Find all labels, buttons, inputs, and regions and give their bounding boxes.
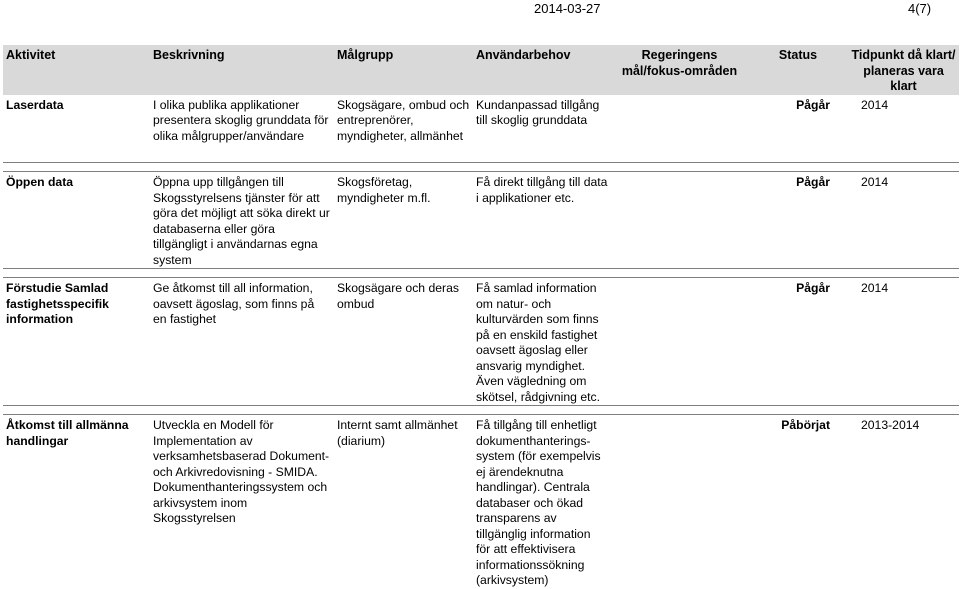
page-header xyxy=(0,0,960,30)
cell-anvandarbehov: Få direkt tillgång till data i applikationer etc. xyxy=(476,175,608,205)
header-status: Status xyxy=(748,45,848,95)
cell-status: Pågår xyxy=(796,281,830,295)
table-row xyxy=(3,415,959,589)
cell-tidpunkt: 2014 xyxy=(861,281,889,295)
cell-beskrivning: I olika publika applikationer presentera skoglig grunddata för olika målgrupper/användare xyxy=(153,97,329,143)
cell-anvandarbehov: Få tillgång till enhetligt dokumenthanterings-system (för exempelvis ej ärendeknutna handlingar). Centrala databaser och ökad transparens av tillgänglig information för att effektivisera informationssökning (arkivsystem) xyxy=(476,418,601,587)
table-row xyxy=(3,95,959,163)
table-row xyxy=(3,172,959,269)
cell-tidpunkt: 2014 xyxy=(861,175,889,189)
cell-regeringens xyxy=(611,415,748,589)
cell-malgrupp: Skogsägare och deras ombud xyxy=(337,281,459,311)
cell-tidpunkt: 2013-2014 xyxy=(861,418,920,432)
cell-regeringens xyxy=(611,95,748,163)
header-regeringens: Regeringens mål/fokus-områden xyxy=(611,45,748,95)
cell-aktivitet: Laserdata xyxy=(6,97,64,112)
cell-malgrupp: Internt samt allmänhet (diarium) xyxy=(337,418,458,448)
table-header-row xyxy=(3,45,959,95)
cell-regeringens xyxy=(611,278,748,406)
header-beskrivning: Beskrivning xyxy=(150,45,334,95)
page-date: 2014-03-27 xyxy=(534,1,601,16)
cell-aktivitet: Förstudie Samlad fastighetsspecifik information xyxy=(6,281,109,326)
cell-aktivitet: Öppen data xyxy=(6,175,74,189)
cell-tidpunkt: 2014 xyxy=(861,97,889,112)
cell-status: Pågår xyxy=(796,97,830,112)
cell-malgrupp: Skogsägare, ombud och entreprenörer, myndigheter, allmänhet xyxy=(337,97,470,143)
cell-beskrivning: Utveckla en Modell för Implementation av verksamhetsbaserad Dokument- och Arkivredovisning - SMIDA. Dokumenthanteringssystem och arkivsystem inom Skogsstyrelsen xyxy=(153,418,330,525)
row-separator xyxy=(3,269,959,278)
cell-regeringens xyxy=(611,172,748,269)
header-anvandarbehov: Användarbehov xyxy=(473,45,611,95)
cell-beskrivning: Öppna upp tillgången till Skogsstyrelsens tjänster för att göra det möjligt att söka direkt ur databaserna eller göra tillgängligt i användarnas egna system xyxy=(153,175,330,267)
cell-anvandarbehov: Få samlad information om natur- och kulturvärden som finns på en enskild fastighet oavsett ägoslag eller ansvarig myndighet. Även vägledning om skötsel, rådgivning etc. xyxy=(476,281,600,404)
header-aktivitet: Aktivitet xyxy=(3,45,150,95)
table-row xyxy=(3,278,959,406)
cell-anvandarbehov: Kundanpassad tillgång till skoglig grunddata xyxy=(476,97,600,127)
page-number: 4(7) xyxy=(908,1,932,16)
cell-malgrupp: Skogsföretag, myndigheter m.fl. xyxy=(337,175,431,205)
cell-status: Pågår xyxy=(796,175,830,189)
cell-aktivitet: Åtkomst till allmänna handlingar xyxy=(6,418,129,448)
header-malgrupp: Målgrupp xyxy=(334,45,473,95)
row-separator xyxy=(3,163,959,172)
activity-table xyxy=(3,45,959,589)
header-tidpunkt: Tidpunkt då klart/ planeras vara klart xyxy=(848,45,959,95)
cell-status: Påbörjat xyxy=(781,418,830,432)
row-separator xyxy=(3,406,959,415)
cell-beskrivning: Ge åtkomst till all information, oavsett ägoslag, som finns på en fastighet xyxy=(153,281,315,326)
